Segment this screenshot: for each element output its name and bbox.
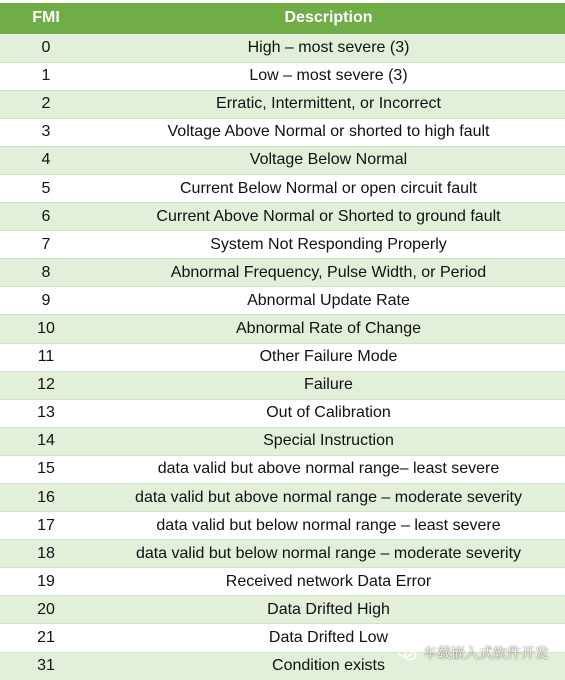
description-cell: Current Below Normal or open circuit fault	[92, 174, 565, 202]
fmi-code-cell: 0	[0, 34, 92, 62]
table-row	[0, 455, 565, 483]
fmi-code-cell: 31	[0, 652, 92, 680]
table-row	[0, 399, 565, 427]
description-cell: data valid but above normal range– least severe	[92, 455, 565, 483]
table-body	[0, 34, 565, 680]
table-row	[0, 174, 565, 202]
table-row	[0, 343, 565, 371]
fmi-table	[0, 3, 565, 680]
description-cell: Failure	[92, 371, 565, 399]
table-row	[0, 371, 565, 399]
header-row	[0, 3, 565, 34]
fmi-code-cell: 16	[0, 484, 92, 512]
table-row	[0, 203, 565, 231]
fmi-code-cell: 1	[0, 62, 92, 90]
description-cell: Low – most severe (3)	[92, 62, 565, 90]
fmi-code-cell: 7	[0, 231, 92, 259]
table-row	[0, 540, 565, 568]
description-cell: Condition exists	[92, 652, 565, 680]
fmi-code-cell: 20	[0, 596, 92, 624]
header-fmi: FMI	[0, 3, 92, 34]
description-cell: Voltage Below Normal	[92, 146, 565, 174]
fmi-code-cell: 6	[0, 203, 92, 231]
table-row	[0, 427, 565, 455]
fmi-code-cell: 4	[0, 146, 92, 174]
fmi-code-cell: 10	[0, 315, 92, 343]
description-cell: Abnormal Frequency, Pulse Width, or Period	[92, 259, 565, 287]
description-cell: Out of Calibration	[92, 399, 565, 427]
description-cell: Abnormal Rate of Change	[92, 315, 565, 343]
description-cell: High – most severe (3)	[92, 34, 565, 62]
fmi-code-cell: 12	[0, 371, 92, 399]
fmi-code-cell: 11	[0, 343, 92, 371]
description-cell: Received network Data Error	[92, 568, 565, 596]
wechat-icon	[397, 644, 417, 662]
table-row	[0, 596, 565, 624]
description-cell: Voltage Above Normal or shorted to high fault	[92, 118, 565, 146]
description-cell: Data Drifted High	[92, 596, 565, 624]
fmi-code-cell: 5	[0, 174, 92, 202]
fmi-code-cell: 3	[0, 118, 92, 146]
fmi-code-cell: 2	[0, 90, 92, 118]
fmi-code-cell: 14	[0, 427, 92, 455]
table-row	[0, 484, 565, 512]
description-cell: Abnormal Update Rate	[92, 287, 565, 315]
description-cell: data valid but below normal range – moderate severity	[92, 540, 565, 568]
description-cell: System Not Responding Properly	[92, 231, 565, 259]
table-row	[0, 512, 565, 540]
header-description: Description	[92, 3, 565, 34]
fmi-code-cell: 9	[0, 287, 92, 315]
fmi-code-cell: 13	[0, 399, 92, 427]
table-row	[0, 287, 565, 315]
watermark	[397, 643, 549, 663]
fmi-code-cell: 8	[0, 259, 92, 287]
table-header	[0, 3, 565, 34]
watermark-text: 车载嵌入式软件开发	[423, 645, 549, 661]
description-cell: Special Instruction	[92, 427, 565, 455]
description-cell: data valid but below normal range – least severe	[92, 512, 565, 540]
fmi-code-cell: 18	[0, 540, 92, 568]
fmi-code-cell: 21	[0, 624, 92, 652]
table-row	[0, 62, 565, 90]
table-row	[0, 259, 565, 287]
fmi-code-cell: 15	[0, 455, 92, 483]
table-row	[0, 34, 565, 62]
table-row	[0, 231, 565, 259]
table-row	[0, 568, 565, 596]
fmi-code-cell: 17	[0, 512, 92, 540]
table-row	[0, 118, 565, 146]
table-row	[0, 90, 565, 118]
description-cell: Other Failure Mode	[92, 343, 565, 371]
description-cell: Data Drifted Low	[92, 624, 565, 652]
table-row	[0, 146, 565, 174]
description-cell: Erratic, Intermittent, or Incorrect	[92, 90, 565, 118]
fmi-code-cell: 19	[0, 568, 92, 596]
description-cell: data valid but above normal range – moderate severity	[92, 484, 565, 512]
description-cell: Current Above Normal or Shorted to ground fault	[92, 203, 565, 231]
table-row	[0, 315, 565, 343]
